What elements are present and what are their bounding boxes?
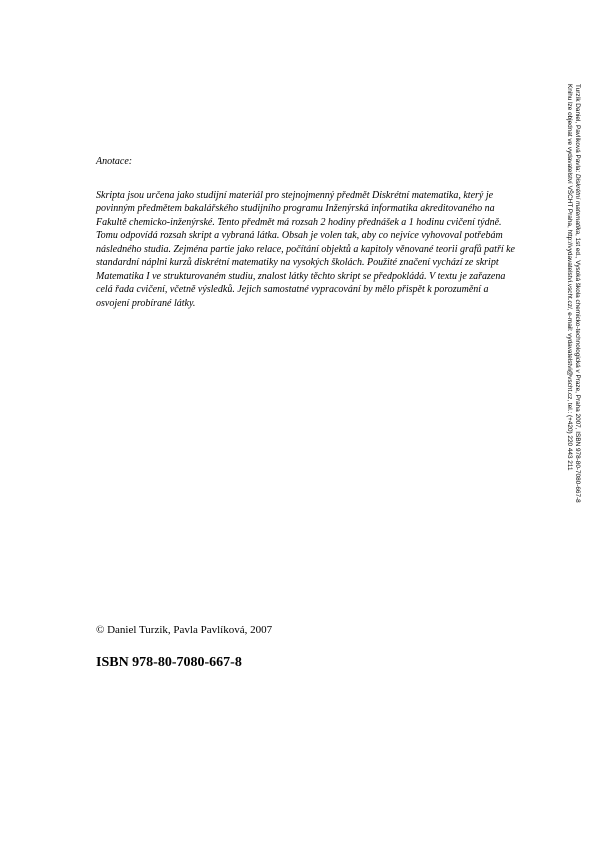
side-note-publication: , 1st ed., Vysoká škola chemicko-technologická v Praze, Praha 2007, ISBN 978-80-7080-667-8	[574, 234, 581, 503]
side-note-citation	[573, 84, 581, 604]
isbn-number: ISBN 978-80-7080-667-8	[96, 655, 242, 670]
annotation-body: Skripta jsou určena jako studijní materiál pro stejnojmenný předmět Diskrétní matematika, který je povinným předmětem bakalářského studijního programu Inženýrská informatika akreditovaného na Fakultě chemicko-inženýrské. Tento předmět má rozsah 2 hodiny přednášek a 1 hodinu cvičení týdně. Tomu odpovídá rozsah skript a vybraná látka. Obsah je volen tak, aby co nejvíce vyhovoval potřebám následného studia. Zejména partie jako relace, počítání objektů a kapitoly věnované teorii grafů patří ke standardní náplni kurzů diskrétní matematiky na vysokých školách. Použité značení vychází ze skript Matematika I ve strukturovaném studiu, znalost látky těchto skript se předpokládá. V textu je zařazena celá řada cvičení, včetně výsledků. Jejich samostatné vypracování by mělo přispět k porozumění a osvojení probírané látky.	[96, 189, 515, 309]
side-note-order-info: Knihu lze objednat ve vydavatelství VŠCHT Praha, http://vydavatelstvi.vscht.cz/, e-mail: vydavatelstvi@vscht.cz, tel.: (+420) 220 443 211	[566, 84, 573, 471]
annotation-section	[96, 155, 516, 310]
side-note	[565, 84, 581, 604]
copyright-notice: © Daniel Turzik, Pavla Pavlíková, 2007	[96, 624, 273, 636]
side-note-book-title: Diskrétní matematika	[574, 173, 581, 235]
side-note-authors: Turzík Daniel, Pavlíková Pavla:	[574, 84, 581, 174]
side-note-rotated	[565, 84, 581, 604]
annotation-heading: Anotace:	[96, 156, 133, 167]
